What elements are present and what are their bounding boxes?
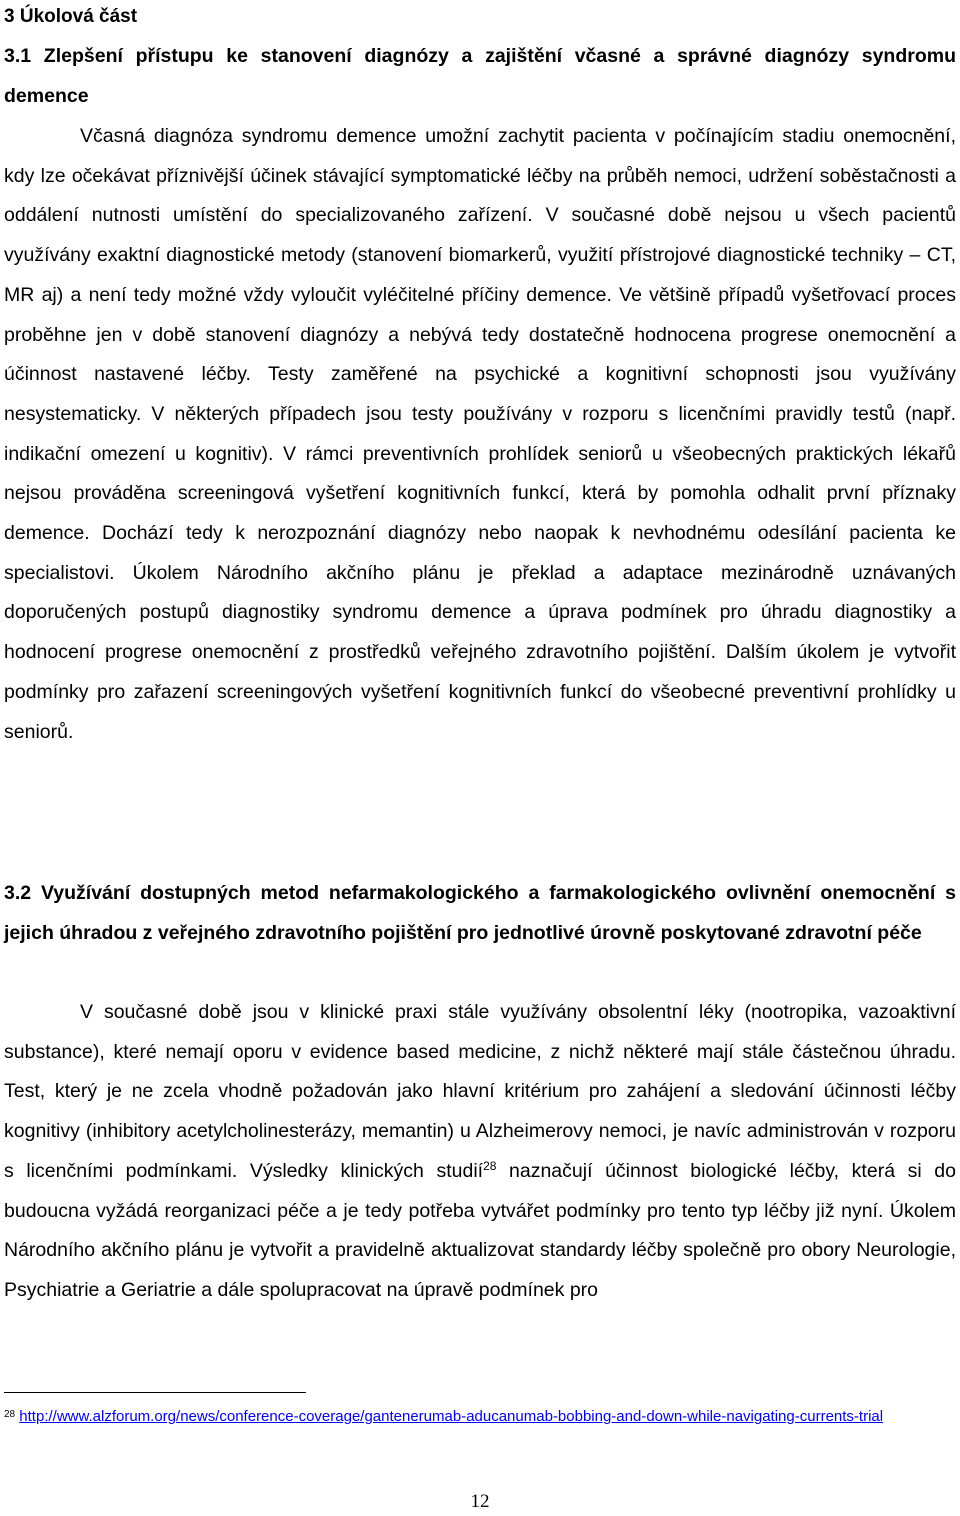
section-2-paragraph xyxy=(4,993,956,1311)
footnote-number: 28 xyxy=(4,1409,16,1420)
footnote-link[interactable]: http://www.alzforum.org/news/conference-coverage/gantenerumab-aducanumab-bobbing-and-down-while-navigating-currents-trial xyxy=(19,1408,884,1425)
section-2-text-part2: naznačují účinnost biologické léčby, která si do budoucna vyžádá reorganizaci péče a je tedy potřeba vytvářet podmínky pro tento typ léčby již nyní. Úkolem Národního akčního plánu je vytvořit a pravidelně aktualizovat standardy léčby společně pro obory Neurologie, Psychiatrie a Geriatrie a dále spolupracovat na úpravě podmínek pro xyxy=(4,1159,956,1301)
section-2-text-part1: V současné době jsou v klinické praxi stále využívány obsolentní léky (nootropika, vazoaktivní substance), které nemají oporu v evidence based medicine, z nichž některé mají stále částečnou úhradu. Test, který je ne zcela vhodně požadován jako hlavní kritérium pro zahájení a sledování účinnosti léčby kognitivy (inhibitory acetylcholinesterázy, memantin) u Alzheimerovy nemoci, je navíc administrován v rozporu s licenčními podmínkami. Výsledky klinických studií xyxy=(4,1001,956,1182)
footnote-reference[interactable]: 28 xyxy=(483,1158,497,1173)
section-2-title: 3.2 Využívání dostupných metod nefarmakologického a farmakologického ovlivnění onemocnění s jejich úhradou z veřejného zdravotního pojištění pro jednotlivé úrovně poskytované zdravotní péče xyxy=(4,882,956,944)
page-number: 12 xyxy=(470,1491,490,1512)
section-1-title: 3.1 Zlepšení přístupu ke stanovení diagnózy a zajištění včasné a správné diagnózy syndromu demence xyxy=(4,45,956,107)
footnote-separator xyxy=(4,1392,306,1393)
section-1-paragraph: Včasná diagnóza syndromu demence umožní zachytit pacienta v počínajícím stadiu onemocnění, kdy lze očekávat příznivější účinek stávající symptomatické léčby na průběh nemoci, udržení soběstačnosti a oddálení nutnosti umístění do specializovaného zařízení. V současné době nejsou u všech pacientů využívány exaktní diagnostické metody (stanovení biomarkerů, využití přístrojové diagnostické techniky – CT, MR aj) a není tedy možné vždy vyloučit vyléčitelné příčiny demence. Ve většině případů vyšetřovací proces proběhne jen v době stanovení diagnózy a nebývá tedy dostatečně hodnocena progrese onemocnění a účinnost nastavené léčby. Testy zaměřené na psychické a kognitivní schopnosti jsou využívány nesystematicky. V některých případech jsou testy používány v rozporu s licenčními pravidly testů (např. indikační omezení u kognitiv). V rámci preventivních prohlídek seniorů u všeobecných praktických lékařů nejsou prováděna screeningová vyšetření kognitivních funkcí, která by pomohla odhalit první příznaky demence. Dochází tedy k nerozpoznání diagnózy nebo naopak k nevhodnému odesílání pacienta ke specialistovi. Úkolem Národního akčního plánu je překlad a adaptace mezinárodně uznávaných doporučených postupů diagnostiky syndromu demence a úprava podmínek pro úhradu diagnostiky a hodnocení progrese onemocnění z prostředků veřejného zdravotního pojištění. Dalším úkolem je vytvořit podmínky pro zařazení screeningových vyšetření kognitivních funkcí do všeobecné preventivní prohlídky u seniorů. xyxy=(4,125,956,743)
footnote xyxy=(4,1406,956,1427)
chapter-title: 3 Úkolová část xyxy=(4,6,138,27)
